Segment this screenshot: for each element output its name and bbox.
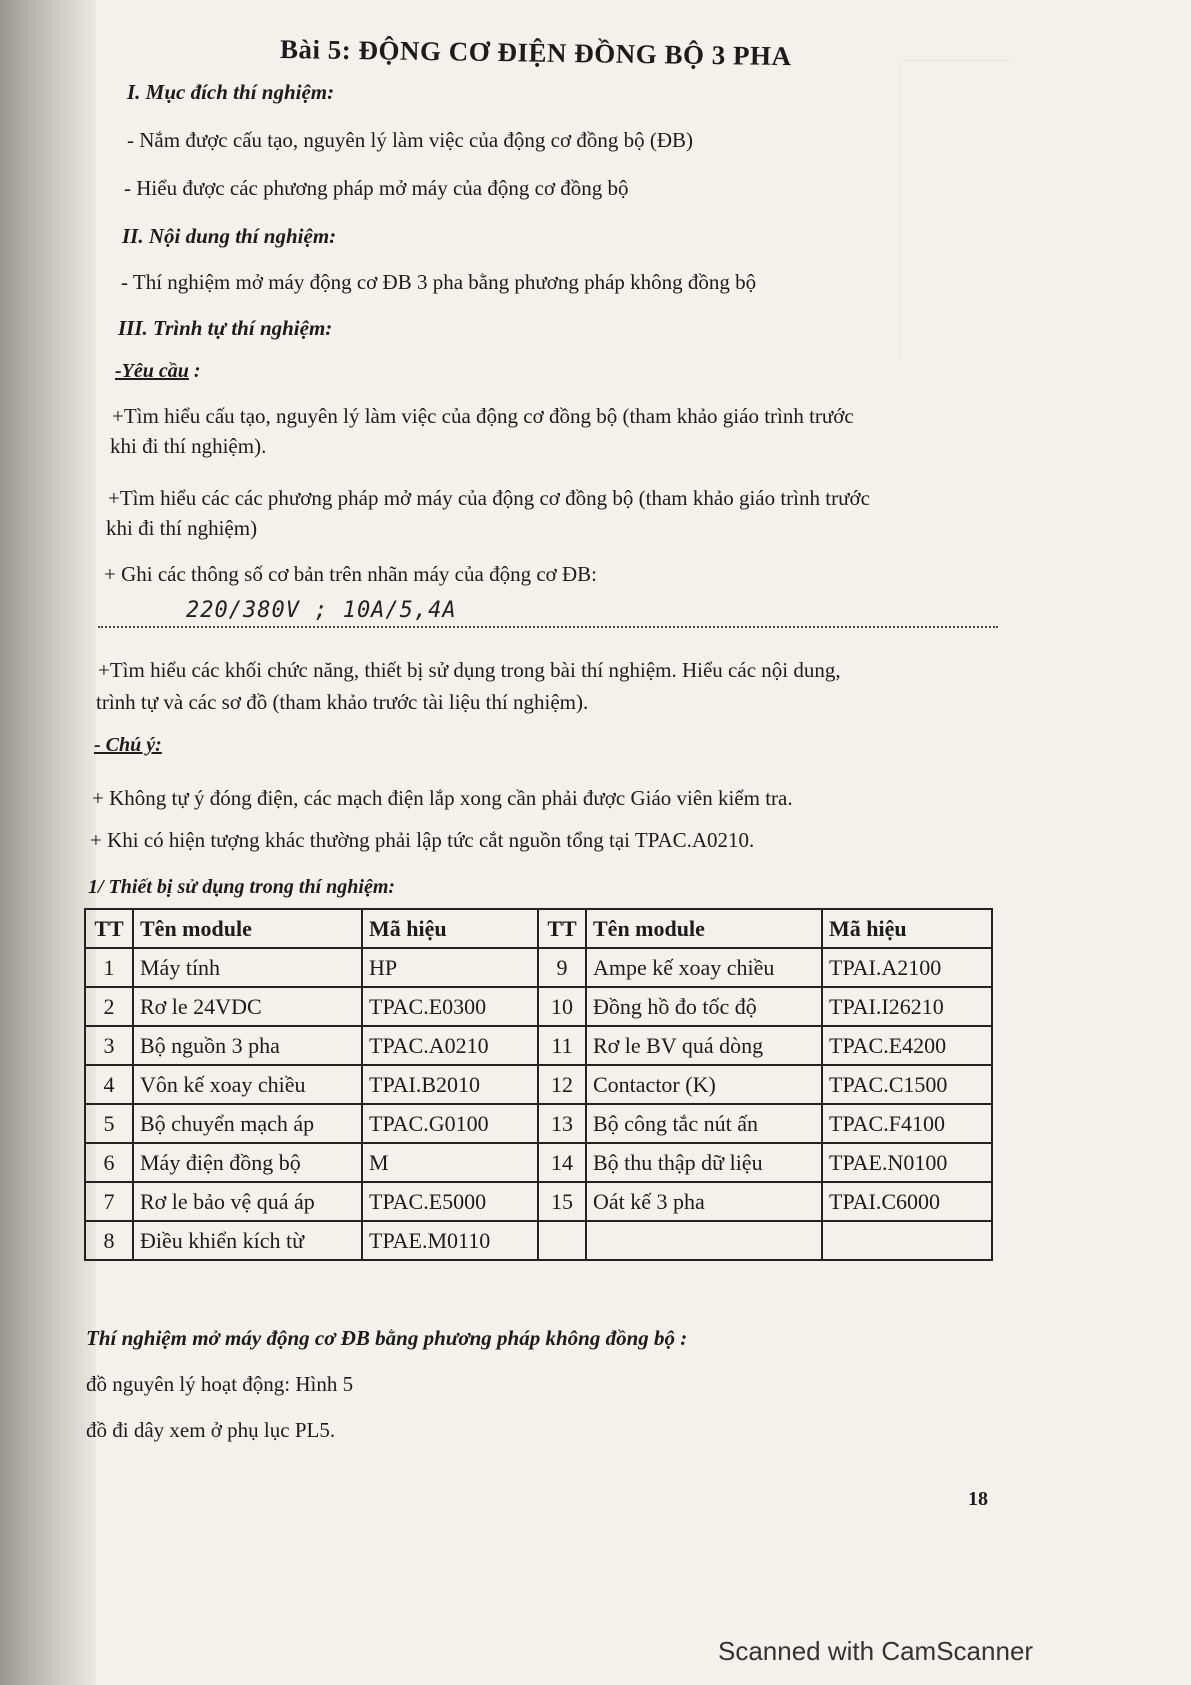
note-2: + Khi có hiện tượng khác thường phải lập tức cắt nguồn tổng tại TPAC.A0210. bbox=[90, 828, 755, 852]
cell-code: HP bbox=[362, 948, 538, 987]
requirement-3: + Ghi các thông số cơ bản trên nhãn máy của động cơ ĐB: bbox=[104, 562, 598, 586]
table-row bbox=[85, 1065, 992, 1104]
camscanner-watermark: Scanned with CamScanner bbox=[718, 1636, 1034, 1666]
cell-code: TPAI.B2010 bbox=[362, 1065, 538, 1104]
cell-module: Bộ thu thập dữ liệu bbox=[586, 1143, 822, 1182]
requirement-2-line-1: +Tìm hiểu các các phương pháp mở máy của động cơ đồng bộ (tham khảo giáo trình trước bbox=[108, 486, 870, 510]
section-2-heading: II. Nội dung thí nghiệm: bbox=[122, 224, 337, 248]
cell-code: TPAC.E4200 bbox=[822, 1026, 992, 1065]
table-row bbox=[85, 1026, 992, 1065]
cell-module: Đồng hồ đo tốc độ bbox=[586, 987, 822, 1026]
page-title: Bài 5: ĐỘNG CƠ ĐIỆN ĐỒNG BỘ 3 PHA bbox=[279, 34, 792, 72]
cell-tt: 1 bbox=[85, 948, 133, 987]
cell-module: Bộ chuyển mạch áp bbox=[133, 1104, 362, 1143]
requirement-4-line-2: trình tự và các sơ đồ (tham khảo trước tài liệu thí nghiệm). bbox=[96, 690, 589, 714]
cell-module: Điều khiển kích từ bbox=[133, 1221, 362, 1260]
dotted-fill-line bbox=[98, 624, 998, 628]
experiment-line-2: đồ đi dây xem ở phụ lục PL5. bbox=[86, 1418, 336, 1442]
page-number: 18 bbox=[968, 1488, 988, 1510]
equipment-table bbox=[84, 908, 993, 1261]
cell-tt: 7 bbox=[85, 1182, 133, 1221]
header-code-1: Mã hiệu bbox=[362, 909, 538, 948]
cell-code: TPAC.E0300 bbox=[362, 987, 538, 1026]
header-tt-2: TT bbox=[538, 909, 586, 948]
section-1-item-2: - Hiểu được các phương pháp mở máy của động cơ đồng bộ bbox=[124, 176, 629, 200]
cell-code: TPAE.M0110 bbox=[362, 1221, 538, 1260]
cell-module bbox=[586, 1221, 822, 1260]
table-row bbox=[85, 987, 992, 1026]
cell-code: TPAE.N0100 bbox=[822, 1143, 992, 1182]
cell-tt: 3 bbox=[85, 1026, 133, 1065]
cell-module: Contactor (K) bbox=[586, 1065, 822, 1104]
cell-code: M bbox=[362, 1143, 538, 1182]
requirements-label-colon: : bbox=[193, 360, 201, 382]
cell-code: TPAI.I26210 bbox=[822, 987, 992, 1026]
section-1-heading: I. Mục đích thí nghiệm: bbox=[127, 80, 335, 104]
cell-code: TPAC.G0100 bbox=[362, 1104, 538, 1143]
cell-module: Rơ le bảo vệ quá áp bbox=[133, 1182, 362, 1221]
handwritten-rating: 220/380V ; 10A/5,4A bbox=[186, 598, 457, 623]
requirements-label bbox=[115, 360, 201, 383]
requirements-label-text: -Yêu cầu bbox=[115, 360, 189, 382]
header-code-2: Mã hiệu bbox=[822, 909, 992, 948]
header-module-1: Tên module bbox=[133, 909, 362, 948]
cell-tt: 8 bbox=[85, 1221, 133, 1260]
table-row bbox=[85, 1143, 992, 1182]
note-1: + Không tự ý đóng điện, các mạch điện lắp xong cần phải được Giáo viên kiểm tra. bbox=[92, 786, 793, 810]
equipment-heading: 1/ Thiết bị sử dụng trong thí nghiệm: bbox=[88, 876, 396, 898]
cell-tt: 9 bbox=[538, 948, 586, 987]
table-row bbox=[85, 1221, 992, 1260]
table-header-row bbox=[85, 909, 992, 948]
section-3-heading: III. Trình tự thí nghiệm: bbox=[118, 316, 333, 340]
cell-code: TPAI.A2100 bbox=[822, 948, 992, 987]
note-label: - Chú ý: bbox=[94, 734, 162, 756]
cell-tt: 14 bbox=[538, 1143, 586, 1182]
cell-tt: 10 bbox=[538, 987, 586, 1026]
table-row bbox=[85, 948, 992, 987]
cell-tt: 12 bbox=[538, 1065, 586, 1104]
requirement-1-line-2: khi đi thí nghiệm). bbox=[110, 434, 267, 458]
cell-tt: 15 bbox=[538, 1182, 586, 1221]
cell-code bbox=[822, 1221, 992, 1260]
cell-module: Bộ công tắc nút ấn bbox=[586, 1104, 822, 1143]
cell-tt: 6 bbox=[85, 1143, 133, 1182]
table-row bbox=[85, 1182, 992, 1221]
cell-code: TPAI.C6000 bbox=[822, 1182, 992, 1221]
cell-module: Máy tính bbox=[133, 948, 362, 987]
cell-module: Rơ le BV quá dòng bbox=[586, 1026, 822, 1065]
cell-tt: 4 bbox=[85, 1065, 133, 1104]
cell-module: Máy điện đồng bộ bbox=[133, 1143, 362, 1182]
cell-tt bbox=[538, 1221, 586, 1260]
requirement-2-line-2: khi đi thí nghiệm) bbox=[106, 516, 258, 540]
cell-tt: 5 bbox=[85, 1104, 133, 1143]
cell-module: Rơ le 24VDC bbox=[133, 987, 362, 1026]
cell-code: TPAC.E5000 bbox=[362, 1182, 538, 1221]
cell-module: Oát kế 3 pha bbox=[586, 1182, 822, 1221]
cell-module: Bộ nguồn 3 pha bbox=[133, 1026, 362, 1065]
cell-tt: 11 bbox=[538, 1026, 586, 1065]
table-row bbox=[85, 1104, 992, 1143]
cell-tt: 2 bbox=[85, 987, 133, 1026]
cell-module: Vôn kế xoay chiều bbox=[133, 1065, 362, 1104]
requirement-1-line-1: +Tìm hiểu cấu tạo, nguyên lý làm việc của động cơ đồng bộ (tham khảo giáo trình trước bbox=[112, 404, 854, 428]
cell-code: TPAC.F4100 bbox=[822, 1104, 992, 1143]
experiment-heading: Thí nghiệm mở máy động cơ ĐB bằng phương pháp không đồng bộ : bbox=[86, 1326, 688, 1350]
cell-module: Ampe kế xoay chiều bbox=[586, 948, 822, 987]
experiment-line-1: đồ nguyên lý hoạt động: Hình 5 bbox=[86, 1372, 354, 1396]
header-tt-1: TT bbox=[85, 909, 133, 948]
cell-code: TPAC.C1500 bbox=[822, 1065, 992, 1104]
requirement-4-line-1: +Tìm hiểu các khối chức năng, thiết bị sử dụng trong bài thí nghiệm. Hiểu các nội dung, bbox=[98, 658, 841, 682]
cell-code: TPAC.A0210 bbox=[362, 1026, 538, 1065]
cell-tt: 13 bbox=[538, 1104, 586, 1143]
header-module-2: Tên module bbox=[586, 909, 822, 948]
section-2-item-1: - Thí nghiệm mở máy động cơ ĐB 3 pha bằng phương pháp không đồng bộ bbox=[121, 270, 757, 294]
section-1-item-1: - Nắm được cấu tạo, nguyên lý làm việc của động cơ đồng bộ (ĐB) bbox=[127, 128, 694, 152]
